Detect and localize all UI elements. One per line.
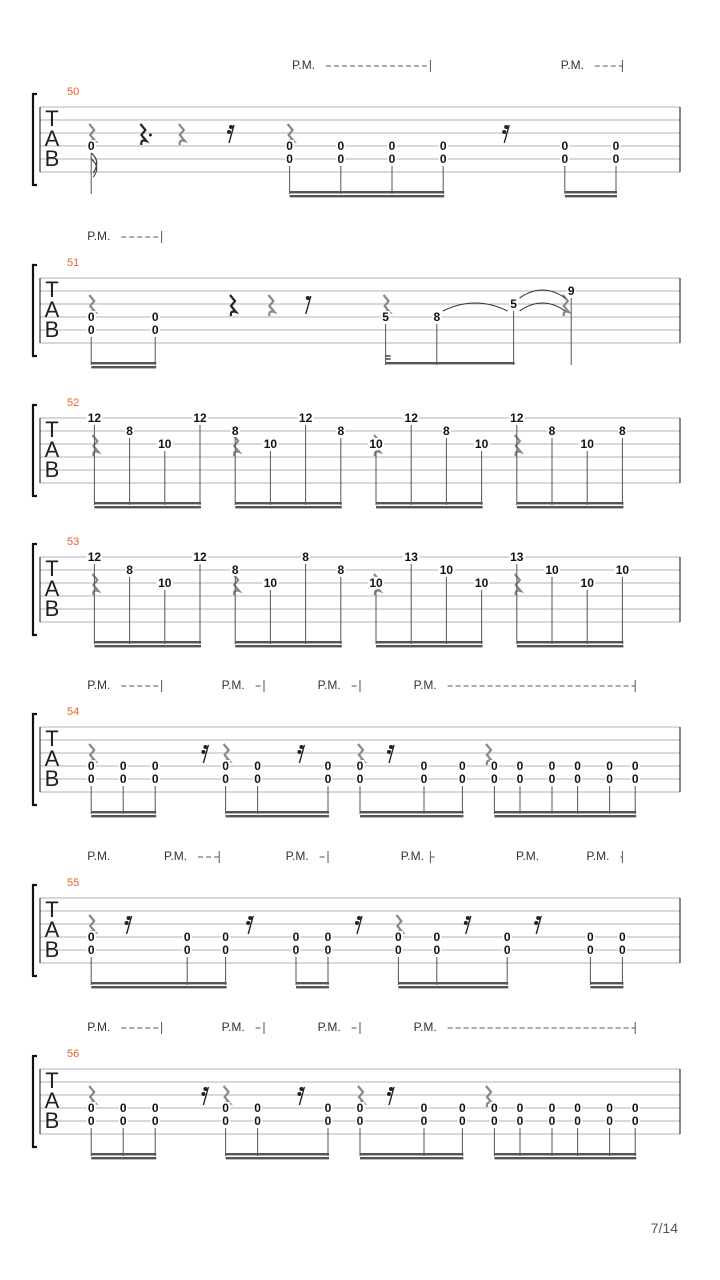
fret-number: 8 [548,424,556,438]
note-beam [94,502,201,504]
palm-mute-label: P.M. [164,849,188,863]
tab-clef-letter: B [44,596,60,621]
note-beam [91,366,156,368]
fret-number: 10 [474,576,489,590]
measure-number: 56 [67,1048,80,1060]
rest-flag [201,1092,205,1096]
quarter-rest [515,435,521,456]
fret-number: 0 [324,1114,332,1128]
fret-number: 10 [580,576,594,590]
staff-system-55 [33,849,680,988]
palm-mute-label: P.M. [87,1020,111,1034]
fret-number: 0 [324,1101,332,1115]
fret-number: 0 [606,1101,613,1115]
palm-mute-label: P.M. [285,849,309,863]
fret-number: 0 [254,1114,261,1128]
note-beam [565,195,617,197]
rest-flag [357,916,361,920]
tab-clef-letter: A [44,437,60,462]
tab-clef-letter: A [44,126,60,151]
note-beam [226,815,329,817]
fret-number: 0 [491,1101,498,1115]
note-beam [290,195,445,197]
note-beam [94,641,201,643]
fret-number: 0 [516,772,524,786]
note-beam [517,641,624,643]
fret-number: 0 [87,1114,95,1128]
tab-clef-letter: A [44,297,60,322]
rest-flag [201,750,205,754]
fret-number: 0 [151,1101,159,1115]
tab-clef-letter: B [44,1108,60,1133]
palm-mute-label: P.M. [87,849,111,863]
note-beam [235,641,342,643]
fret-number: 0 [254,759,261,773]
fret-number: 0 [606,772,613,786]
fret-number: 8 [126,563,133,577]
note-beam [91,1153,156,1155]
fret-number: 0 [337,139,345,153]
fret-number: 9 [567,284,575,298]
rest-flag [536,916,540,920]
fret-number: 8 [231,563,239,577]
quarter-rest [233,574,239,595]
tab-clef-letter: B [44,457,60,482]
fret-number: 0 [516,759,524,773]
note-beam [91,362,156,364]
fret-number: 0 [548,772,556,786]
tab-clef-letter: A [44,576,60,601]
fret-number: 0 [151,323,159,337]
fret-number: 8 [337,424,345,438]
staff-system-56 [33,1020,680,1159]
note-beam [91,815,156,817]
note-beam [360,1153,463,1155]
rest-flag [227,130,231,134]
system-bracket [33,714,37,805]
fret-number: 0 [87,943,95,957]
palm-mute-label: P.M. [560,58,584,72]
fret-number: 0 [151,1114,159,1128]
fret-number: 0 [254,1101,261,1115]
fret-number: 13 [404,550,418,564]
rest-flag [306,296,310,300]
palm-mute-label: P.M. [586,849,610,863]
rest-flag [534,921,538,925]
note-beam [94,506,201,508]
tab-clef-letter: B [44,937,60,962]
note-beam [226,811,329,813]
quarter-rest [563,295,569,316]
fret-number: 0 [87,310,95,324]
note-beam [590,986,623,988]
system-bracket [33,265,37,356]
fret-number: 12 [193,411,207,425]
note-beam [296,986,329,988]
fret-number: 0 [561,152,569,166]
note-beam [494,1157,636,1159]
fret-number: 0 [459,1101,466,1115]
tab-clef-letter: T [45,897,59,922]
tab-clef-letter: T [45,556,59,581]
tab-clef-letter: A [44,1088,60,1113]
fret-number: 0 [439,139,447,153]
note-beam [494,811,636,813]
fret-number: 12 [298,411,313,425]
fret-number: 0 [151,759,159,773]
rest-flag [127,916,131,920]
fret-number: 0 [286,139,293,153]
rest-flag [389,745,393,749]
rest-flag [299,745,303,749]
fret-number: 0 [292,943,300,957]
fret-number: 0 [222,772,229,786]
note-beam [517,645,624,647]
fret-number: 0 [548,1114,556,1128]
palm-mute-label: P.M. [292,58,316,72]
fret-number: 0 [587,930,594,944]
fret-number: 0 [606,759,613,773]
rest-flag [464,921,468,925]
rest-flag [502,130,506,134]
fret-number: 0 [631,772,639,786]
fret-number: 0 [388,152,396,166]
rest-flag [203,1087,207,1091]
fret-number: 0 [222,1114,229,1128]
note-beam [494,815,636,817]
fret-number: 8 [433,310,441,324]
rest-flag [125,921,129,925]
fret-number: 0 [433,943,441,957]
fret-number: 0 [87,139,95,153]
staff-system-50 [33,58,680,197]
fret-number: 0 [574,1114,581,1128]
fret-number: 0 [87,930,95,944]
fret-number: 0 [503,943,511,957]
measure-number: 54 [67,706,80,718]
fret-number: 0 [420,1114,428,1128]
fret-number: 0 [119,1101,127,1115]
fret-number: 0 [420,759,428,773]
fret-number: 10 [545,563,559,577]
fret-number: 0 [619,943,626,957]
palm-mute-label: P.M. [221,678,245,692]
fret-number: 0 [491,772,498,786]
fret-number: 0 [119,759,127,773]
fret-number: 0 [395,930,402,944]
fret-number: 0 [324,930,332,944]
fret-number: 0 [222,930,229,944]
fret-number: 0 [87,759,95,773]
note-beam [235,645,342,647]
fret-number: 0 [292,930,300,944]
fret-number: 8 [126,424,133,438]
palm-mute-label: P.M. [413,678,437,692]
note-beam [494,1153,636,1155]
fret-number: 0 [87,772,95,786]
fret-number: 12 [510,411,524,425]
note-beam [565,191,617,193]
fret-number: 0 [151,772,159,786]
fret-number: 12 [404,411,418,425]
quarter-rest [92,435,98,456]
fret-number: 10 [615,563,630,577]
fret-number: 0 [503,930,511,944]
fret-number: 0 [324,759,332,773]
fret-number: 10 [158,437,172,451]
fret-number: 0 [459,759,466,773]
fret-number: 0 [516,1114,524,1128]
rest-flag [355,921,359,925]
fret-number: 10 [439,563,454,577]
rest-flag [387,750,391,754]
system-bracket [33,885,37,976]
staff-system-52 [33,397,680,508]
note-beam [360,811,463,813]
fret-number: 10 [369,576,383,590]
fret-number: 0 [87,323,95,337]
fret-number: 5 [510,297,517,311]
fret-number: 0 [222,943,229,957]
fret-number: 12 [87,411,102,425]
fret-number: 0 [491,759,498,773]
tremolo-mark [386,356,391,359]
fret-number: 13 [510,550,524,564]
quarter-rest [268,295,274,316]
fret-number: 8 [619,424,626,438]
note-beam [376,645,483,647]
fret-number: 0 [388,139,396,153]
fret-number: 0 [119,772,127,786]
tab-clef-letter: A [44,746,60,771]
palm-mute-label: P.M. [317,1020,341,1034]
tab-clef-letter: T [45,277,59,302]
note-beam [94,645,201,647]
note-beam [376,641,483,643]
quarter-rest [92,574,98,595]
measure-number: 50 [67,86,80,98]
quarter-rest [230,295,236,316]
fret-number: 0 [356,1101,364,1115]
fret-number: 0 [574,1101,581,1115]
tab-clef-letter: B [44,766,60,791]
staff-system-53 [33,536,680,647]
palm-mute-label: P.M. [400,849,424,863]
fret-number: 8 [443,424,450,438]
palm-mute-label: P.M. [317,678,341,692]
fret-number: 0 [574,772,581,786]
fret-number: 0 [459,1114,466,1128]
fret-number: 0 [183,943,191,957]
palm-mute-label: P.M. [87,229,111,243]
system-bracket [33,1056,37,1147]
note-flag [91,153,97,177]
fret-number: 0 [631,759,639,773]
fret-number: 12 [87,550,102,564]
fret-number: 0 [587,943,594,957]
measure-number: 55 [67,877,80,889]
note-beam [91,811,156,813]
fret-number: 0 [395,943,402,957]
fret-number: 0 [433,930,441,944]
note-beam [360,815,463,817]
rest-flag [466,916,470,920]
rest-flag [203,745,207,749]
note-beam [91,986,226,988]
fret-number: 0 [324,943,332,957]
fret-number: 12 [193,550,207,564]
note-beam [398,986,508,988]
note-beam [590,982,623,984]
fret-number: 0 [222,1101,229,1115]
staff-system-51 [33,229,680,368]
note-beam [226,1153,329,1155]
fret-number: 0 [356,1114,364,1128]
page-indicator: 7/14 [650,1220,678,1236]
note-beam [296,982,329,984]
fret-number: 0 [286,152,293,166]
fret-number: 8 [231,424,239,438]
note-beam [290,191,445,193]
fret-number: 0 [561,139,569,153]
system-bracket [33,94,37,185]
fret-number: 0 [151,310,159,324]
note-beam [226,1157,329,1159]
fret-number: 0 [459,772,466,786]
note-beam [91,1157,156,1159]
note-beam [376,506,483,508]
fret-number: 8 [337,563,345,577]
fret-number: 0 [612,139,620,153]
system-bracket [33,544,37,635]
measure-number: 51 [67,257,80,269]
fret-number: 10 [158,576,172,590]
tab-clef-letter: B [44,317,60,342]
fret-number: 10 [474,437,489,451]
palm-mute-label: P.M. [87,678,111,692]
fret-number: 10 [580,437,594,451]
note-beam [91,982,226,984]
fret-number: 0 [356,759,364,773]
note-beam [398,982,508,984]
note-beam [376,502,483,504]
rest-flag [504,125,508,129]
rest-flag [246,921,250,925]
fret-number: 0 [324,772,332,786]
rest-flag [297,1092,301,1096]
fret-number: 0 [548,1101,556,1115]
fret-number: 0 [619,930,626,944]
tab-clef-letter: A [44,917,60,942]
fret-number: 0 [606,1114,613,1128]
fret-number: 0 [548,759,556,773]
fret-number: 8 [302,550,309,564]
rest-flag [387,1092,391,1096]
palm-mute-label: P.M. [516,849,540,863]
fret-number: 0 [612,152,620,166]
fret-number: 0 [631,1114,639,1128]
fret-number: 10 [369,437,383,451]
measure-number: 52 [67,397,80,409]
quarter-rest [515,574,521,595]
rest-dot [149,134,152,137]
system-bracket [33,405,37,496]
rest-flag [229,125,233,129]
fret-number: 0 [439,152,447,166]
fret-number: 10 [263,576,278,590]
note-beam [235,506,342,508]
rest-flag [299,1087,303,1091]
fret-number: 0 [574,759,581,773]
fret-number: 0 [119,1114,127,1128]
tab-clef-letter: T [45,726,59,751]
staff-system-54 [33,678,680,817]
fret-number: 5 [382,310,389,324]
fret-number: 0 [491,1114,498,1128]
fret-number: 10 [263,437,278,451]
tab-clef-letter: T [45,417,59,442]
palm-mute-label: P.M. [221,1020,245,1034]
note-beam [235,502,342,504]
fret-number: 0 [420,1101,428,1115]
tab-clef-letter: T [45,1068,59,1093]
quarter-rest [179,124,185,145]
rest-flag [389,1087,393,1091]
note-beam [517,506,624,508]
fret-number: 0 [222,759,229,773]
note-beam [386,362,515,364]
fret-number: 0 [254,772,261,786]
rest-flag [297,750,301,754]
measure-number: 53 [67,536,80,548]
quarter-rest [233,435,239,456]
note-beam [517,502,624,504]
fret-number: 0 [183,930,191,944]
rest-flag [248,916,252,920]
tab-clef-letter: B [44,146,60,171]
fret-number: 0 [631,1101,639,1115]
tab-clef-letter: T [45,106,59,131]
fret-number: 0 [337,152,345,166]
palm-mute-label: P.M. [413,1020,437,1034]
fret-number: 0 [356,772,364,786]
fret-number: 0 [516,1101,524,1115]
quarter-rest [140,124,146,145]
note-beam [360,1157,463,1159]
fret-number: 0 [420,772,428,786]
fret-number: 0 [87,1101,95,1115]
